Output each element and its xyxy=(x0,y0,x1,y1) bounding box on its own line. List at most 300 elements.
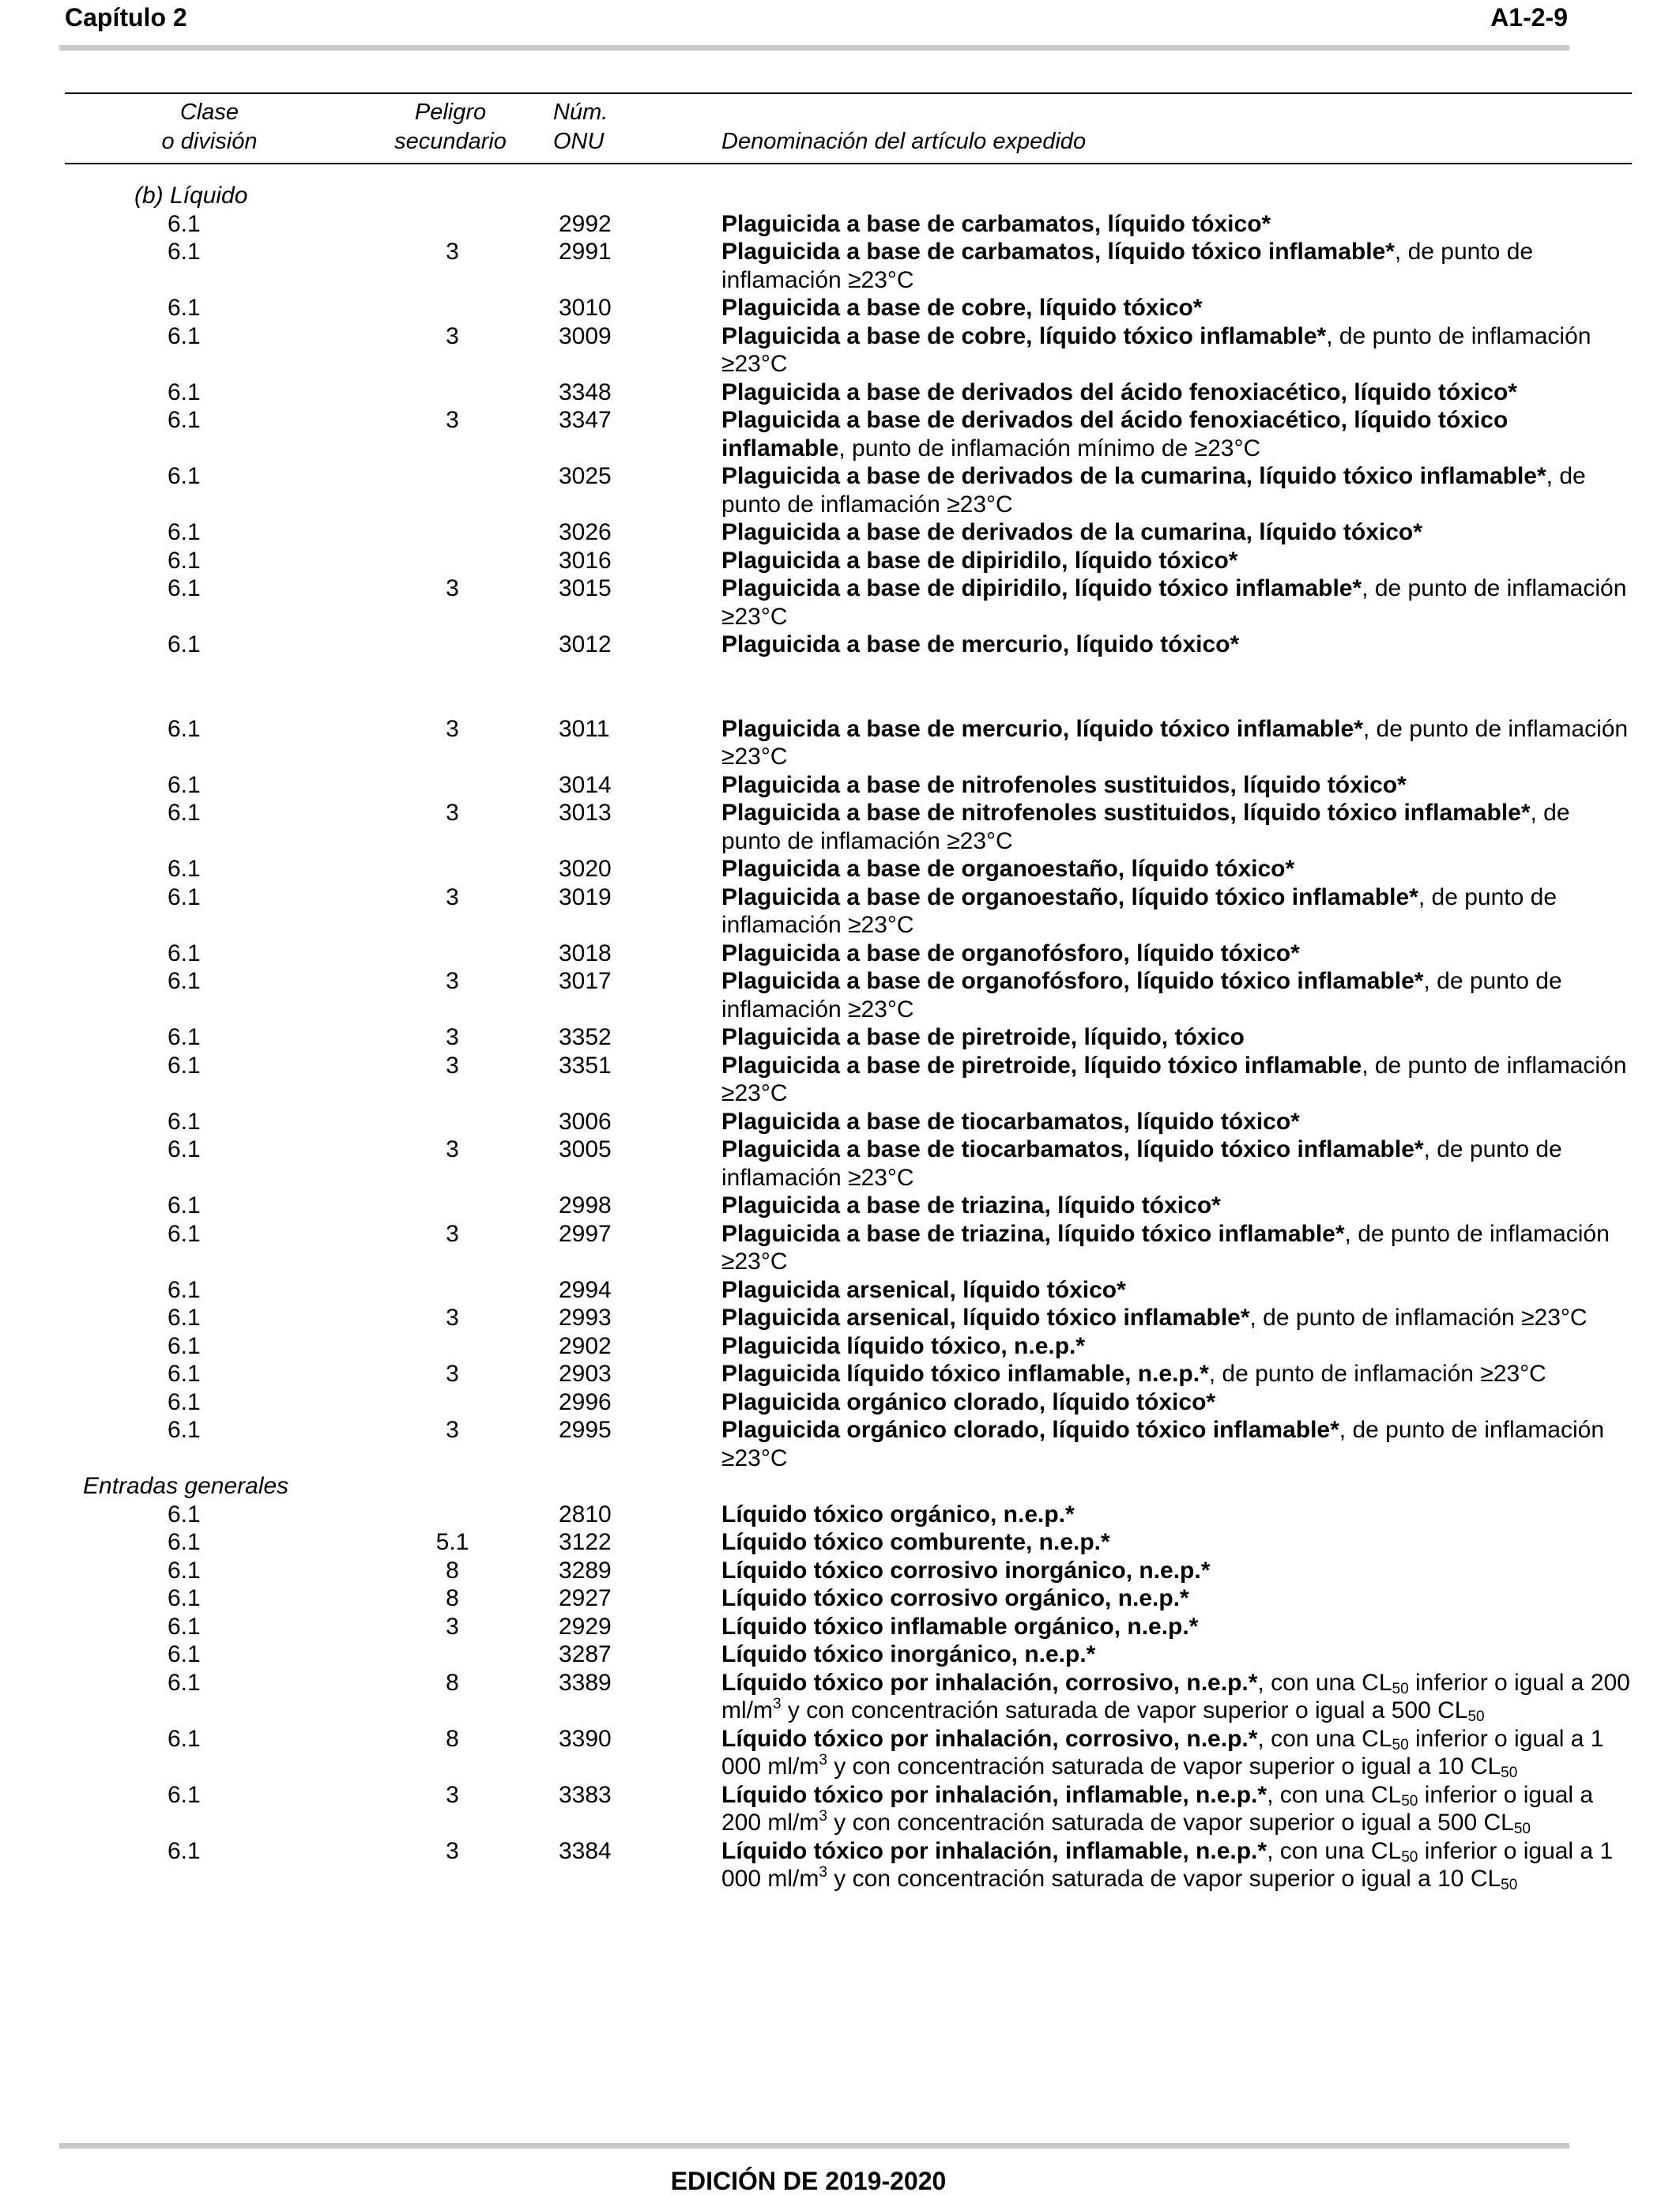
table-row xyxy=(0,238,1680,294)
class-cell xyxy=(0,1613,371,1641)
subsidiary-risk-cell: 3 xyxy=(446,800,459,826)
table-row xyxy=(0,1416,1680,1472)
un-number-cell: 3348 xyxy=(559,379,612,405)
table-body xyxy=(0,182,1680,1893)
table-row xyxy=(0,799,1680,855)
class-cell xyxy=(0,1276,371,1305)
shipping-name-bold: Líquido tóxico inflamable orgánico, n.e.p.* xyxy=(721,1613,1199,1640)
shipping-name-bold: Líquido tóxico por inhalación, inflamable, n.e.p.* xyxy=(721,1781,1268,1808)
class-value: 6.1 xyxy=(168,1837,201,1864)
un-number-cell: 2997 xyxy=(559,1220,612,1247)
class-value: 6.1 xyxy=(168,800,201,826)
class-cell xyxy=(0,1023,371,1052)
class-cell xyxy=(0,1108,371,1136)
shipping-name-cell xyxy=(721,1837,1634,1893)
class-value: 6.1 xyxy=(168,1641,201,1667)
class-value: 6.1 xyxy=(168,1108,201,1135)
table-row xyxy=(0,294,1680,322)
subsidiary-risk-cell: 3 xyxy=(446,968,459,994)
table-row xyxy=(0,1781,1680,1837)
class-value: 6.1 xyxy=(168,1220,201,1247)
class-value: 6.1 xyxy=(168,1529,201,1555)
un-number-cell: 2903 xyxy=(559,1361,612,1387)
class-cell xyxy=(0,547,371,575)
un-number-cell: 2902 xyxy=(559,1332,612,1359)
shipping-name-detail: , de punto de inflamación ≥23°C xyxy=(721,968,1562,1023)
table-row xyxy=(0,1528,1680,1557)
table-row xyxy=(0,574,1680,631)
column-header-class-line1: Clase xyxy=(179,100,239,125)
shipping-name-bold: Líquido tóxico comburente, n.e.p.* xyxy=(721,1529,1110,1555)
subsidiary-risk-cell: 8 xyxy=(446,1585,459,1611)
shipping-name-bold: Plaguicida a base de tiocarbamatos, líquido tóxico* xyxy=(721,1108,1300,1135)
un-number-cell: 3005 xyxy=(559,1136,612,1162)
column-header-name: Denominación del artículo expedido xyxy=(721,129,1087,154)
subsidiary-risk-cell: 3 xyxy=(446,1052,459,1079)
table-row xyxy=(0,379,1680,407)
subsidiary-risk-cell: 8 xyxy=(446,1725,459,1752)
column-header-subsidiary xyxy=(363,98,537,156)
subsidiary-risk-cell: 3 xyxy=(446,407,459,433)
class-value: 6.1 xyxy=(168,856,201,882)
shipping-name-bold: Plaguicida a base de mercurio, líquido tóxico inflamable* xyxy=(721,715,1363,742)
shipping-name-cell xyxy=(721,1669,1634,1725)
shipping-name-bold: Plaguicida a base de carbamatos, líquido tóxico* xyxy=(721,210,1271,237)
chapter-label: Capítulo 2 xyxy=(65,3,187,32)
subsidiary-risk-cell: 3 xyxy=(446,1361,459,1387)
subsidiary-risk-cell: 3 xyxy=(446,239,459,265)
shipping-name-detail: , con una $CL_{50}$ inferior o igual a 1 000 $ml/m^3$ y con concentración saturada de vapor superior o igual a 10 $CL_{50}$ xyxy=(721,1725,1604,1781)
shipping-name-detail: , de punto de inflamación ≥23°C xyxy=(721,463,1586,518)
un-number-cell: 3020 xyxy=(559,856,612,882)
class-value: 6.1 xyxy=(168,519,201,545)
table-row xyxy=(0,1304,1680,1332)
class-value: 6.1 xyxy=(168,239,201,265)
shipping-name-cell xyxy=(721,940,1634,968)
class-cell xyxy=(0,1416,371,1445)
class-value: 6.1 xyxy=(168,631,201,657)
shipping-name-cell xyxy=(721,379,1634,407)
un-number-cell: 3016 xyxy=(559,547,612,574)
shipping-name-cell xyxy=(721,771,1634,800)
un-number-cell: 2810 xyxy=(559,1501,612,1527)
shipping-name-cell xyxy=(721,1584,1634,1613)
class-value: 6.1 xyxy=(168,1276,201,1303)
shipping-name-cell xyxy=(721,1136,1634,1192)
shipping-name-bold: Plaguicida a base de nitrofenoles sustituidos, líquido tóxico* xyxy=(721,771,1407,798)
shipping-name-bold: Plaguicida a base de organofósforo, líquido tóxico inflamable* xyxy=(721,968,1424,994)
shipping-name-detail: , de punto de inflamación ≥23°C xyxy=(721,1136,1562,1191)
shipping-name-bold: Plaguicida a base de cobre, líquido tóxico inflamable* xyxy=(721,322,1327,349)
class-value: 6.1 xyxy=(168,968,201,994)
class-cell xyxy=(0,1136,371,1164)
table-row xyxy=(0,967,1680,1023)
subsidiary-risk-cell: 3 xyxy=(446,322,459,349)
table-row xyxy=(0,1837,1680,1893)
shipping-name-bold: Líquido tóxico inorgánico, n.e.p.* xyxy=(721,1641,1096,1667)
shipping-name-bold: Plaguicida arsenical, líquido tóxico inflamable* xyxy=(721,1305,1250,1331)
shipping-name-bold: Plaguicida a base de tiocarbamatos, líquido tóxico inflamable* xyxy=(721,1136,1424,1162)
table-row xyxy=(0,1360,1680,1388)
column-header-class xyxy=(111,98,308,156)
shipping-name-cell xyxy=(721,210,1634,239)
shipping-name-detail: , de punto de inflamación ≥23°C xyxy=(721,1417,1605,1471)
class-value: 6.1 xyxy=(168,1585,201,1611)
shipping-name-detail: , de punto de inflamación ≥23°C xyxy=(721,239,1534,293)
table-row xyxy=(0,1725,1680,1781)
class-value: 6.1 xyxy=(168,1501,201,1527)
un-number-cell: 3006 xyxy=(559,1108,612,1135)
un-number-cell: 2995 xyxy=(559,1417,612,1443)
class-cell xyxy=(0,940,371,968)
un-number-cell: 3122 xyxy=(559,1529,612,1555)
class-value: 6.1 xyxy=(168,1024,201,1050)
shipping-name-bold: Plaguicida a base de derivados del ácido fenoxiacético, líquido tóxico* xyxy=(721,379,1517,405)
shipping-name-cell xyxy=(721,1192,1634,1220)
class-value: 6.1 xyxy=(168,1725,201,1752)
class-cell xyxy=(0,1725,371,1753)
table-row xyxy=(0,1192,1680,1220)
class-cell xyxy=(0,1360,371,1388)
shipping-name-bold: Plaguicida orgánico clorado, líquido tóxico* xyxy=(721,1388,1216,1415)
class-cell xyxy=(0,1781,371,1810)
shipping-name-cell xyxy=(721,547,1634,575)
class-cell xyxy=(0,574,371,603)
shipping-name-bold: Líquido tóxico orgánico, n.e.p.* xyxy=(721,1501,1075,1527)
table-row xyxy=(0,883,1680,940)
shipping-name-cell xyxy=(721,855,1634,883)
class-cell xyxy=(0,1584,371,1613)
class-value: 6.1 xyxy=(168,883,201,910)
shipping-name-cell xyxy=(721,1416,1634,1472)
shipping-name-cell xyxy=(721,406,1634,462)
shipping-name-bold: Plaguicida a base de carbamatos, líquido tóxico inflamable* xyxy=(721,239,1395,265)
shipping-name-bold: Líquido tóxico por inhalación, corrosivo, n.e.p.* xyxy=(721,1669,1258,1696)
class-value: 6.1 xyxy=(168,940,201,966)
footer xyxy=(0,2167,1680,2196)
class-value: 6.1 xyxy=(168,1305,201,1331)
table-row xyxy=(0,406,1680,462)
column-header-class-line2: o división xyxy=(161,129,258,154)
un-number-cell: 2996 xyxy=(559,1388,612,1415)
un-number-cell: 3352 xyxy=(559,1024,612,1050)
shipping-name-cell xyxy=(721,462,1634,518)
table-row xyxy=(0,1640,1680,1669)
class-cell xyxy=(0,1501,371,1529)
class-cell xyxy=(0,631,371,659)
subsidiary-risk-cell: 8 xyxy=(446,1557,459,1584)
subsidiary-risk-cell: 3 xyxy=(446,1136,459,1162)
class-cell xyxy=(0,462,371,491)
shipping-name-detail: , punto de inflamación mínimo de ≥23°C xyxy=(838,435,1261,461)
table-row xyxy=(0,462,1680,518)
class-cell xyxy=(0,883,371,912)
shipping-name-bold: Plaguicida a base de dipiridilo, líquido tóxico inflamable* xyxy=(721,575,1362,601)
un-number-cell: 2994 xyxy=(559,1276,612,1303)
shipping-name-cell xyxy=(721,574,1634,631)
subsidiary-risk-cell: 8 xyxy=(446,1669,459,1696)
class-cell xyxy=(0,1332,371,1361)
shipping-name-bold: Plaguicida a base de nitrofenoles sustituidos, líquido tóxico inflamable* xyxy=(721,800,1531,826)
un-number-cell: 3018 xyxy=(559,940,612,966)
table-row xyxy=(0,771,1680,800)
class-value: 6.1 xyxy=(168,210,201,237)
shipping-name-detail: , de punto de inflamación ≥23°C xyxy=(721,883,1558,938)
class-cell xyxy=(0,210,371,239)
class-value: 6.1 xyxy=(168,1192,201,1219)
shipping-name-cell xyxy=(721,238,1634,294)
class-value: 6.1 xyxy=(168,715,201,742)
un-number-cell: 3390 xyxy=(559,1725,612,1752)
shipping-name-detail: , con una $CL_{50}$ inferior o igual a 200 $ml/m^3$ y con concentración saturada de vapor superior o igual a 500 $CL_{50}$ xyxy=(721,1669,1630,1725)
shipping-name-cell xyxy=(721,1781,1634,1837)
shipping-name-cell xyxy=(721,631,1634,659)
table-row xyxy=(0,1557,1680,1585)
un-number-cell: 3025 xyxy=(559,463,612,489)
table-row xyxy=(0,940,1680,968)
shipping-name-cell xyxy=(721,322,1634,379)
shipping-name-cell xyxy=(721,1528,1634,1557)
class-value: 6.1 xyxy=(168,547,201,574)
shipping-name-detail: , de punto de inflamación ≥23°C xyxy=(721,1220,1610,1275)
subsidiary-risk-cell: 3 xyxy=(446,1837,459,1864)
shipping-name-bold: Plaguicida a base de organofósforo, líquido tóxico* xyxy=(721,940,1300,966)
shipping-name-cell xyxy=(721,1023,1634,1052)
class-cell xyxy=(0,1304,371,1332)
table-row xyxy=(0,1276,1680,1305)
subsidiary-risk-cell: 3 xyxy=(446,1305,459,1331)
un-number-cell: 3010 xyxy=(559,295,612,321)
un-number-cell: 3017 xyxy=(559,968,612,994)
table-row xyxy=(0,1501,1680,1529)
un-number-cell: 3014 xyxy=(559,771,612,798)
table-row xyxy=(0,1108,1680,1136)
shipping-name-bold: Plaguicida a base de triazina, líquido tóxico* xyxy=(721,1192,1221,1219)
shipping-name-detail: , de punto de inflamación ≥23°C xyxy=(1249,1305,1588,1331)
class-cell xyxy=(0,1192,371,1220)
class-value: 6.1 xyxy=(168,575,201,601)
class-cell xyxy=(0,1220,371,1249)
shipping-name-cell xyxy=(721,715,1634,771)
un-number-cell: 3019 xyxy=(559,883,612,910)
table-row xyxy=(0,1052,1680,1108)
table-row xyxy=(0,1388,1680,1417)
shipping-name-cell xyxy=(721,1276,1634,1305)
subsidiary-risk-cell: 3 xyxy=(446,883,459,910)
un-number-cell: 3351 xyxy=(559,1052,612,1079)
class-cell xyxy=(0,1837,371,1866)
un-number-cell: 3026 xyxy=(559,519,612,545)
subsidiary-risk-cell: 3 xyxy=(446,1220,459,1247)
table-row xyxy=(0,715,1680,771)
shipping-name-cell xyxy=(721,1360,1634,1388)
class-cell xyxy=(0,1669,371,1697)
class-cell xyxy=(0,518,371,547)
shipping-name-cell xyxy=(721,1220,1634,1276)
table-row xyxy=(0,855,1680,883)
column-header-un-line1: Núm. xyxy=(553,100,608,125)
shipping-name-cell xyxy=(721,883,1634,940)
class-value: 6.1 xyxy=(168,295,201,321)
section-label: Entradas generales xyxy=(83,1473,289,1499)
header-rule xyxy=(59,45,1569,51)
subsidiary-risk-cell: 3 xyxy=(446,1781,459,1808)
class-cell xyxy=(0,855,371,883)
class-cell xyxy=(0,771,371,800)
un-number-cell: 3012 xyxy=(559,631,612,657)
shipping-name-detail: , de punto de inflamación ≥23°C xyxy=(721,575,1627,630)
class-value: 6.1 xyxy=(168,1557,201,1584)
shipping-name-cell xyxy=(721,1052,1634,1108)
class-cell xyxy=(0,1388,371,1417)
shipping-name-cell xyxy=(721,1501,1634,1529)
un-number-cell: 2927 xyxy=(559,1585,612,1611)
class-cell xyxy=(0,1052,371,1080)
shipping-name-cell xyxy=(721,1613,1634,1641)
un-number-cell: 3015 xyxy=(559,575,612,601)
table-top-rule xyxy=(65,92,1632,94)
table-row xyxy=(0,1332,1680,1361)
un-number-cell: 3011 xyxy=(559,715,610,742)
shipping-name-cell xyxy=(721,518,1634,547)
class-cell xyxy=(0,1557,371,1585)
shipping-name-bold: Líquido tóxico por inhalación, corrosivo, n.e.p.* xyxy=(721,1725,1258,1752)
shipping-name-bold: Plaguicida a base de derivados de la cumarina, líquido tóxico inflamable* xyxy=(721,463,1546,489)
class-cell xyxy=(0,967,371,996)
subsidiary-risk-cell: 3 xyxy=(446,1613,459,1640)
class-value: 6.1 xyxy=(168,463,201,489)
shipping-name-detail: , de punto de inflamación ≥23°C xyxy=(721,800,1570,854)
shipping-name-cell xyxy=(721,1304,1634,1332)
shipping-name-detail: , de punto de inflamación ≥23°C xyxy=(721,1052,1627,1106)
shipping-name-bold: Plaguicida a base de triazina, líquido tóxico inflamable* xyxy=(721,1220,1345,1247)
section-heading xyxy=(0,182,1680,210)
shipping-name-bold: Plaguicida a base de organoestaño, líquido tóxico* xyxy=(721,856,1295,882)
shipping-name-bold: Plaguicida a base de mercurio, líquido tóxico* xyxy=(721,631,1240,657)
class-value: 6.1 xyxy=(168,1417,201,1443)
shipping-name-cell xyxy=(721,1725,1634,1781)
shipping-name-bold: Plaguicida arsenical, líquido tóxico* xyxy=(721,1276,1126,1303)
un-number-cell: 3347 xyxy=(559,407,612,433)
un-number-cell: 3384 xyxy=(559,1837,612,1864)
table-row xyxy=(0,1584,1680,1613)
table-header-rule xyxy=(65,163,1632,164)
table-row xyxy=(0,518,1680,547)
shipping-name-bold: Plaguicida a base de piretroide, líquido tóxico inflamable xyxy=(721,1052,1362,1079)
subsidiary-risk-cell: 3 xyxy=(446,715,459,742)
shipping-name-cell xyxy=(721,1332,1634,1361)
shipping-name-cell xyxy=(721,1108,1634,1136)
class-value: 6.1 xyxy=(168,1136,201,1162)
page-id: A1-2-9 xyxy=(1490,3,1568,32)
table-row xyxy=(0,1669,1680,1725)
table-row xyxy=(0,210,1680,239)
shipping-name-bold: Plaguicida a base de organoestaño, líquido tóxico inflamable* xyxy=(721,883,1418,910)
shipping-name-bold: Plaguicida a base de piretroide, líquido, tóxico xyxy=(721,1024,1245,1050)
column-header-un-line2: ONU xyxy=(553,129,605,154)
table-row xyxy=(0,631,1680,659)
un-number-cell: 3289 xyxy=(559,1557,612,1584)
class-cell xyxy=(0,799,371,827)
class-value: 6.1 xyxy=(168,1388,201,1415)
shipping-name-cell xyxy=(721,1640,1634,1669)
shipping-name-detail: , con una $CL_{50}$ inferior o igual a 200 $ml/m^3$ y con concentración saturada de vapor superior o igual a 500 $CL_{50}$ xyxy=(721,1781,1594,1837)
class-value: 6.1 xyxy=(168,1613,201,1640)
shipping-name-detail: , con una $CL_{50}$ inferior o igual a 1 000 $ml/m^3$ y con concentración saturada de vapor superior o igual a 10 $CL_{50}$ xyxy=(721,1837,1614,1893)
class-cell xyxy=(0,715,371,744)
un-number-cell: 3389 xyxy=(559,1669,612,1696)
page-break-gap xyxy=(0,659,1680,715)
class-value: 6.1 xyxy=(168,407,201,433)
shipping-name-bold: Plaguicida a base de dipiridilo, líquido tóxico* xyxy=(721,547,1238,574)
shipping-name-bold: Plaguicida orgánico clorado, líquido tóxico inflamable* xyxy=(721,1417,1339,1443)
subsidiary-risk-cell: 5.1 xyxy=(435,1529,469,1555)
shipping-name-cell xyxy=(721,799,1634,855)
class-cell xyxy=(0,1528,371,1557)
table-row xyxy=(0,1613,1680,1641)
section-label: (b) Líquido xyxy=(134,183,248,209)
un-number-cell: 3009 xyxy=(559,322,612,349)
class-value: 6.1 xyxy=(168,379,201,405)
class-cell xyxy=(0,294,371,322)
class-cell xyxy=(0,322,371,351)
subsidiary-risk-cell: 3 xyxy=(446,1417,459,1443)
un-number-cell: 2991 xyxy=(559,239,612,265)
class-cell xyxy=(0,406,371,435)
shipping-name-bold: Líquido tóxico corrosivo inorgánico, n.e.p.* xyxy=(721,1557,1211,1584)
edition-label: EDICIÓN DE 2019-2020 xyxy=(670,2167,947,2195)
subsidiary-risk-cell: 3 xyxy=(446,575,459,601)
class-value: 6.1 xyxy=(168,322,201,349)
shipping-name-bold: Líquido tóxico por inhalación, inflamable, n.e.p.* xyxy=(721,1837,1268,1864)
un-number-cell: 3383 xyxy=(559,1781,612,1808)
un-number-cell: 3013 xyxy=(559,800,612,826)
shipping-name-detail: , de punto de inflamación ≥23°C xyxy=(721,715,1629,770)
table-row xyxy=(0,547,1680,575)
table-row xyxy=(0,322,1680,379)
un-number-cell: 2929 xyxy=(559,1613,612,1640)
table-row xyxy=(0,1220,1680,1276)
class-value: 6.1 xyxy=(168,1361,201,1387)
shipping-name-cell xyxy=(721,1388,1634,1417)
class-value: 6.1 xyxy=(168,1669,201,1696)
shipping-name-cell xyxy=(721,1557,1634,1585)
shipping-name-bold: Plaguicida a base de cobre, líquido tóxico* xyxy=(721,295,1203,321)
class-value: 6.1 xyxy=(168,1781,201,1808)
shipping-name-cell xyxy=(721,294,1634,322)
subsidiary-risk-cell: 3 xyxy=(446,1024,459,1050)
table-row xyxy=(0,1136,1680,1192)
shipping-name-bold: Líquido tóxico corrosivo orgánico, n.e.p.* xyxy=(721,1585,1189,1611)
class-cell xyxy=(0,1640,371,1669)
class-value: 6.1 xyxy=(168,771,201,798)
class-value: 6.1 xyxy=(168,1332,201,1359)
footer-rule xyxy=(59,2143,1569,2149)
shipping-name-bold: Plaguicida a base de derivados del ácido fenoxiacético, líquido tóxico inflamable xyxy=(721,407,1509,461)
shipping-name-bold: Plaguicida a base de derivados de la cumarina, líquido tóxico* xyxy=(721,519,1422,545)
un-number-cell: 2993 xyxy=(559,1305,612,1331)
class-cell xyxy=(0,379,371,407)
un-number-cell: 3287 xyxy=(559,1641,612,1667)
shipping-name-bold: Plaguicida líquido tóxico inflamable, n.e.p.* xyxy=(721,1361,1209,1387)
shipping-name-cell xyxy=(721,967,1634,1023)
class-cell xyxy=(0,238,371,266)
column-header-subsidiary-line2: secundario xyxy=(394,129,507,154)
table-row xyxy=(0,1023,1680,1052)
un-number-cell: 2992 xyxy=(559,210,612,237)
column-header-subsidiary-line1: Peligro xyxy=(414,100,487,125)
column-header-un xyxy=(553,98,616,156)
